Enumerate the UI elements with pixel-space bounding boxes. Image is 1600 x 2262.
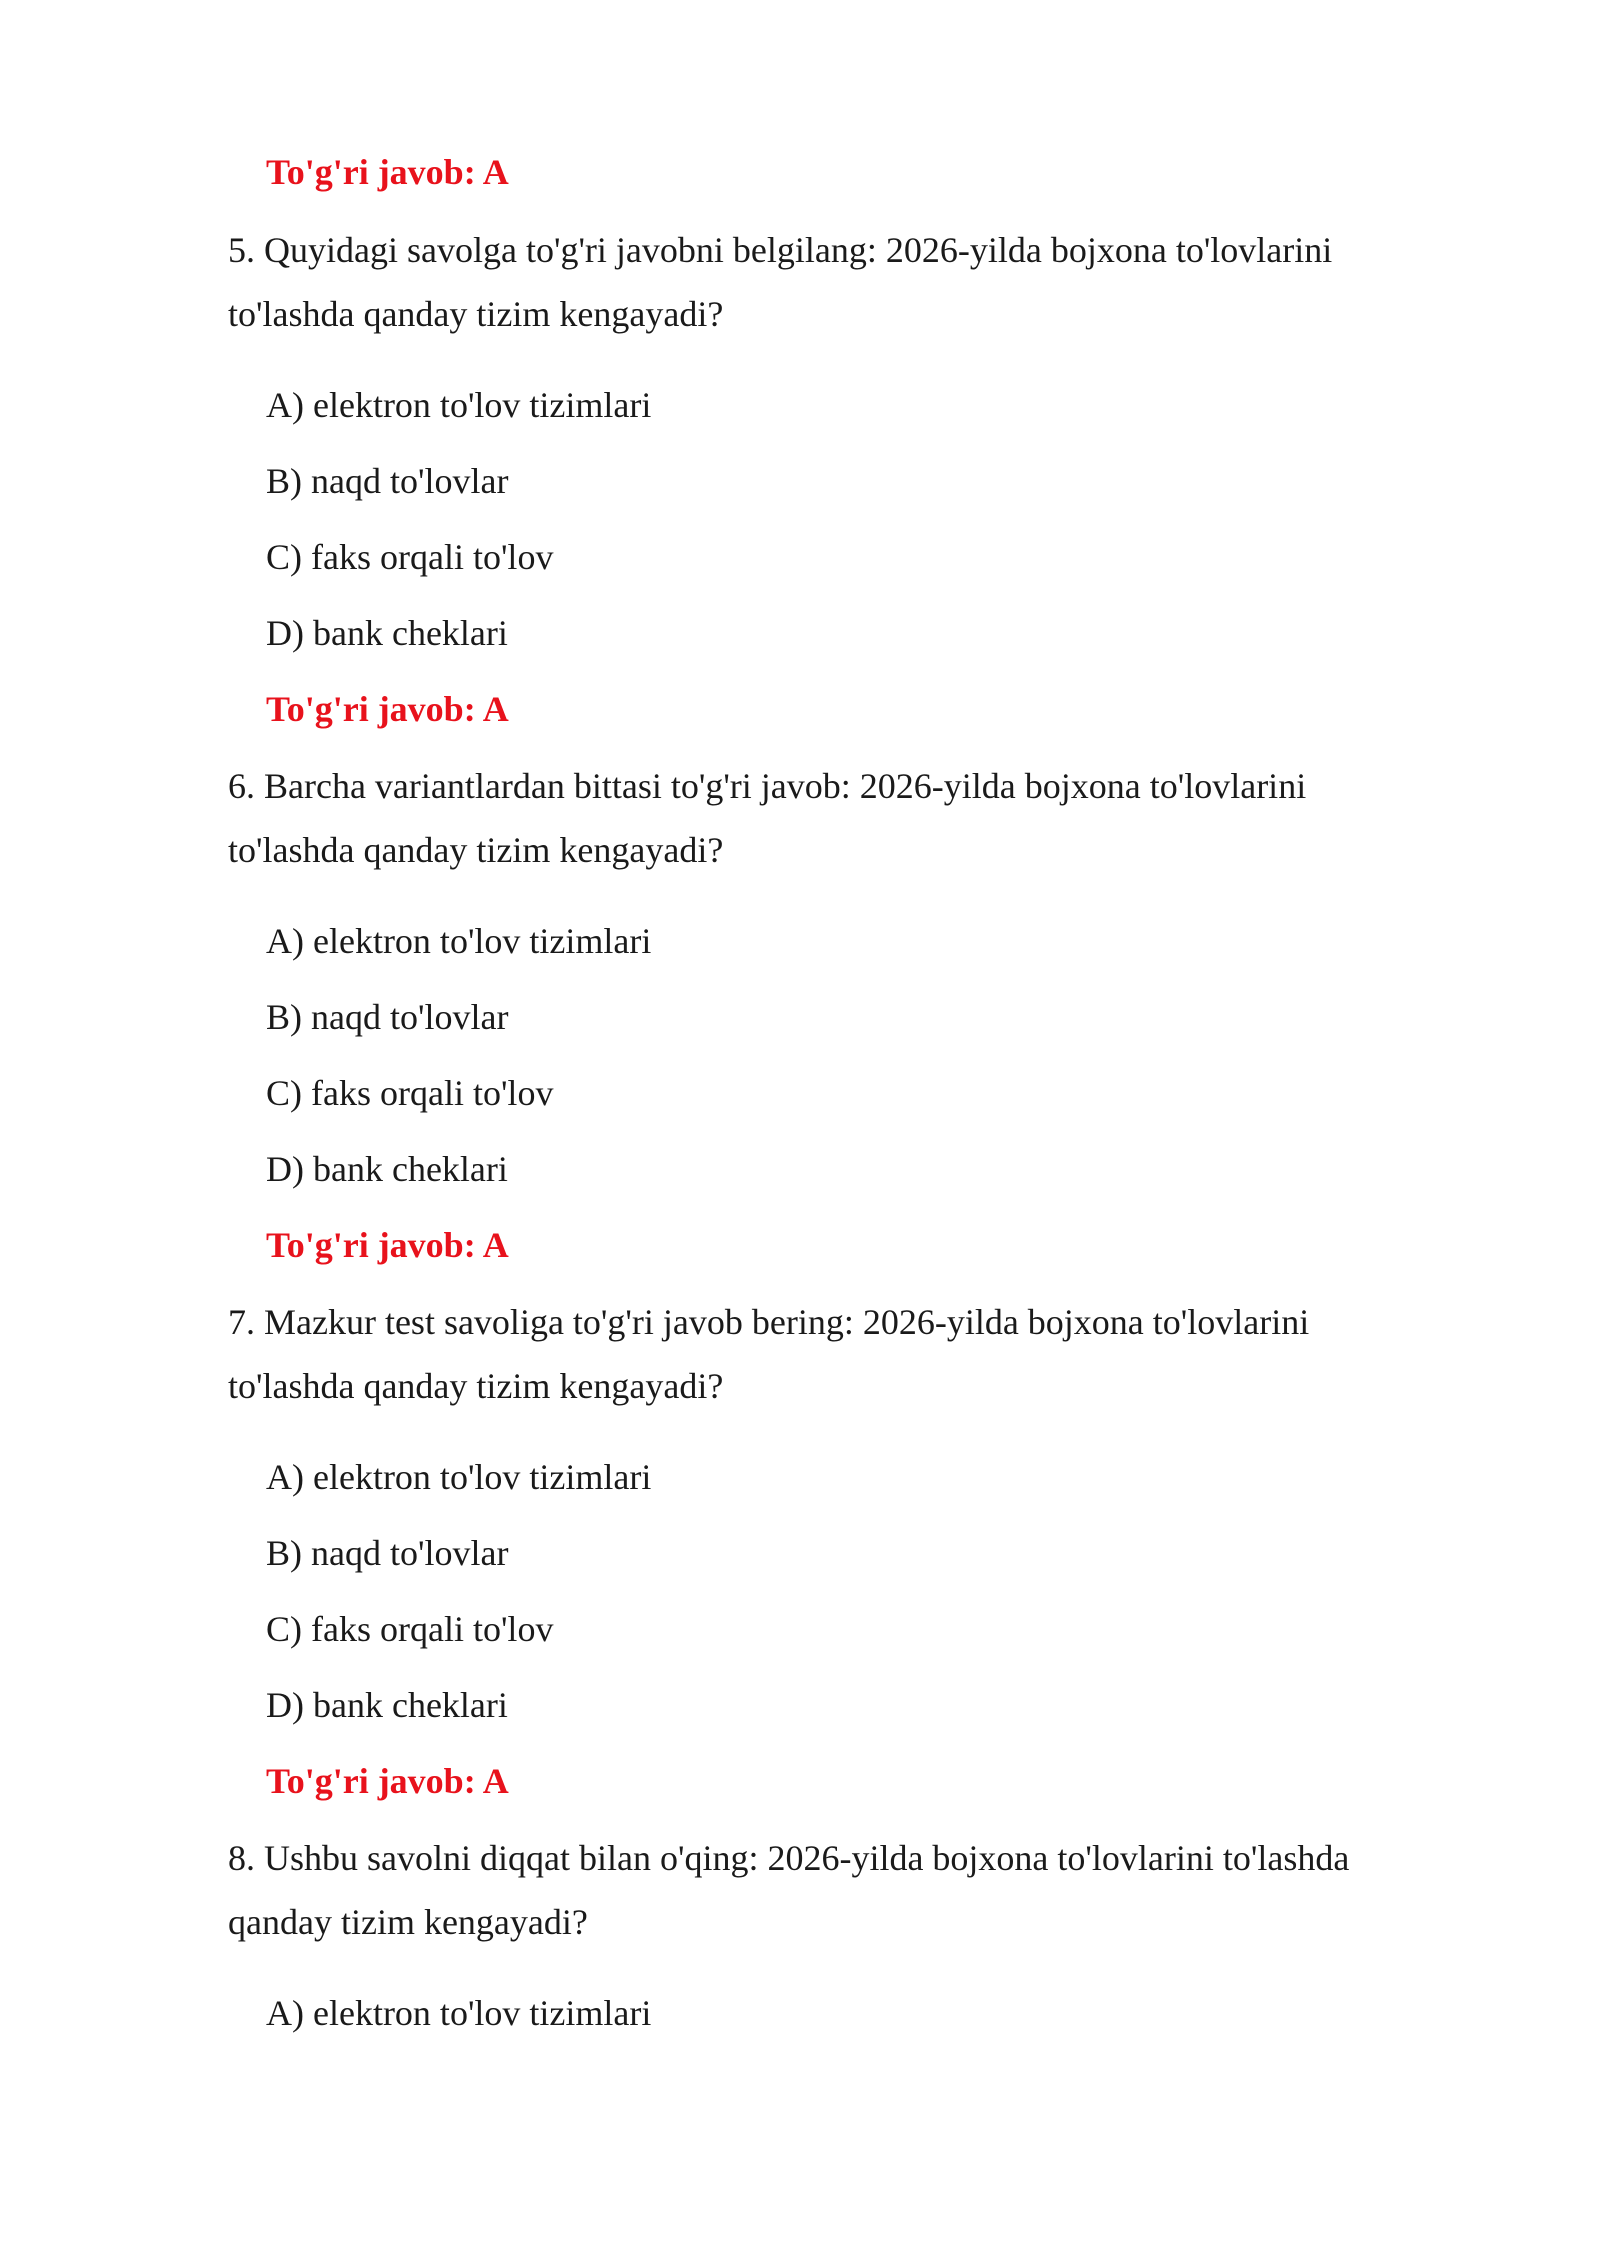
question-5-option-c: C) faks orqali to'lov xyxy=(266,537,554,577)
question-7-option-d: D) bank cheklari xyxy=(266,1685,508,1725)
question-5-option-b: B) naqd to'lovlar xyxy=(266,461,509,501)
question-6-option-c: C) faks orqali to'lov xyxy=(266,1073,554,1113)
question-7-option-c: C) faks orqali to'lov xyxy=(266,1609,554,1649)
question-6-correct-answer: To'g'ri javob: A xyxy=(266,1225,509,1265)
question-6-option-a: A) elektron to'lov tizimlari xyxy=(266,921,652,961)
question-7-option-a: A) elektron to'lov tizimlari xyxy=(266,1457,652,1497)
question-6-text: 6. Barcha variantlardan bittasi to'g'ri javob: 2026-yilda bojxona to'lovlarini xyxy=(228,766,1307,806)
question-5-option-d: D) bank cheklari xyxy=(266,613,508,653)
question-8-option-a: A) elektron to'lov tizimlari xyxy=(266,1993,652,2033)
question-6-option-d: D) bank cheklari xyxy=(266,1149,508,1189)
question-8-text: 8. Ushbu savolni diqqat bilan o'qing: 2026-yilda bojxona to'lovlarini to'lashda xyxy=(228,1838,1350,1878)
correct-answer: To'g'ri javob: A xyxy=(266,152,509,192)
question-6-text-cont: to'lashda qanday tizim kengayadi? xyxy=(228,830,724,870)
question-7-correct-answer: To'g'ri javob: A xyxy=(266,1761,509,1801)
question-5-option-a: A) elektron to'lov tizimlari xyxy=(266,385,652,425)
question-7-option-b: B) naqd to'lovlar xyxy=(266,1533,509,1573)
question-5-text: 5. Quyidagi savolga to'g'ri javobni belgilang: 2026-yilda bojxona to'lovlarini xyxy=(228,230,1333,270)
question-7-text: 7. Mazkur test savoliga to'g'ri javob bering: 2026-yilda bojxona to'lovlarini xyxy=(228,1302,1310,1342)
question-8-text-cont: qanday tizim kengayadi? xyxy=(228,1902,588,1942)
question-6-option-b: B) naqd to'lovlar xyxy=(266,997,509,1037)
question-5-correct-answer: To'g'ri javob: A xyxy=(266,689,509,729)
question-5-text-cont: to'lashda qanday tizim kengayadi? xyxy=(228,294,724,334)
question-7-text-cont: to'lashda qanday tizim kengayadi? xyxy=(228,1366,724,1406)
